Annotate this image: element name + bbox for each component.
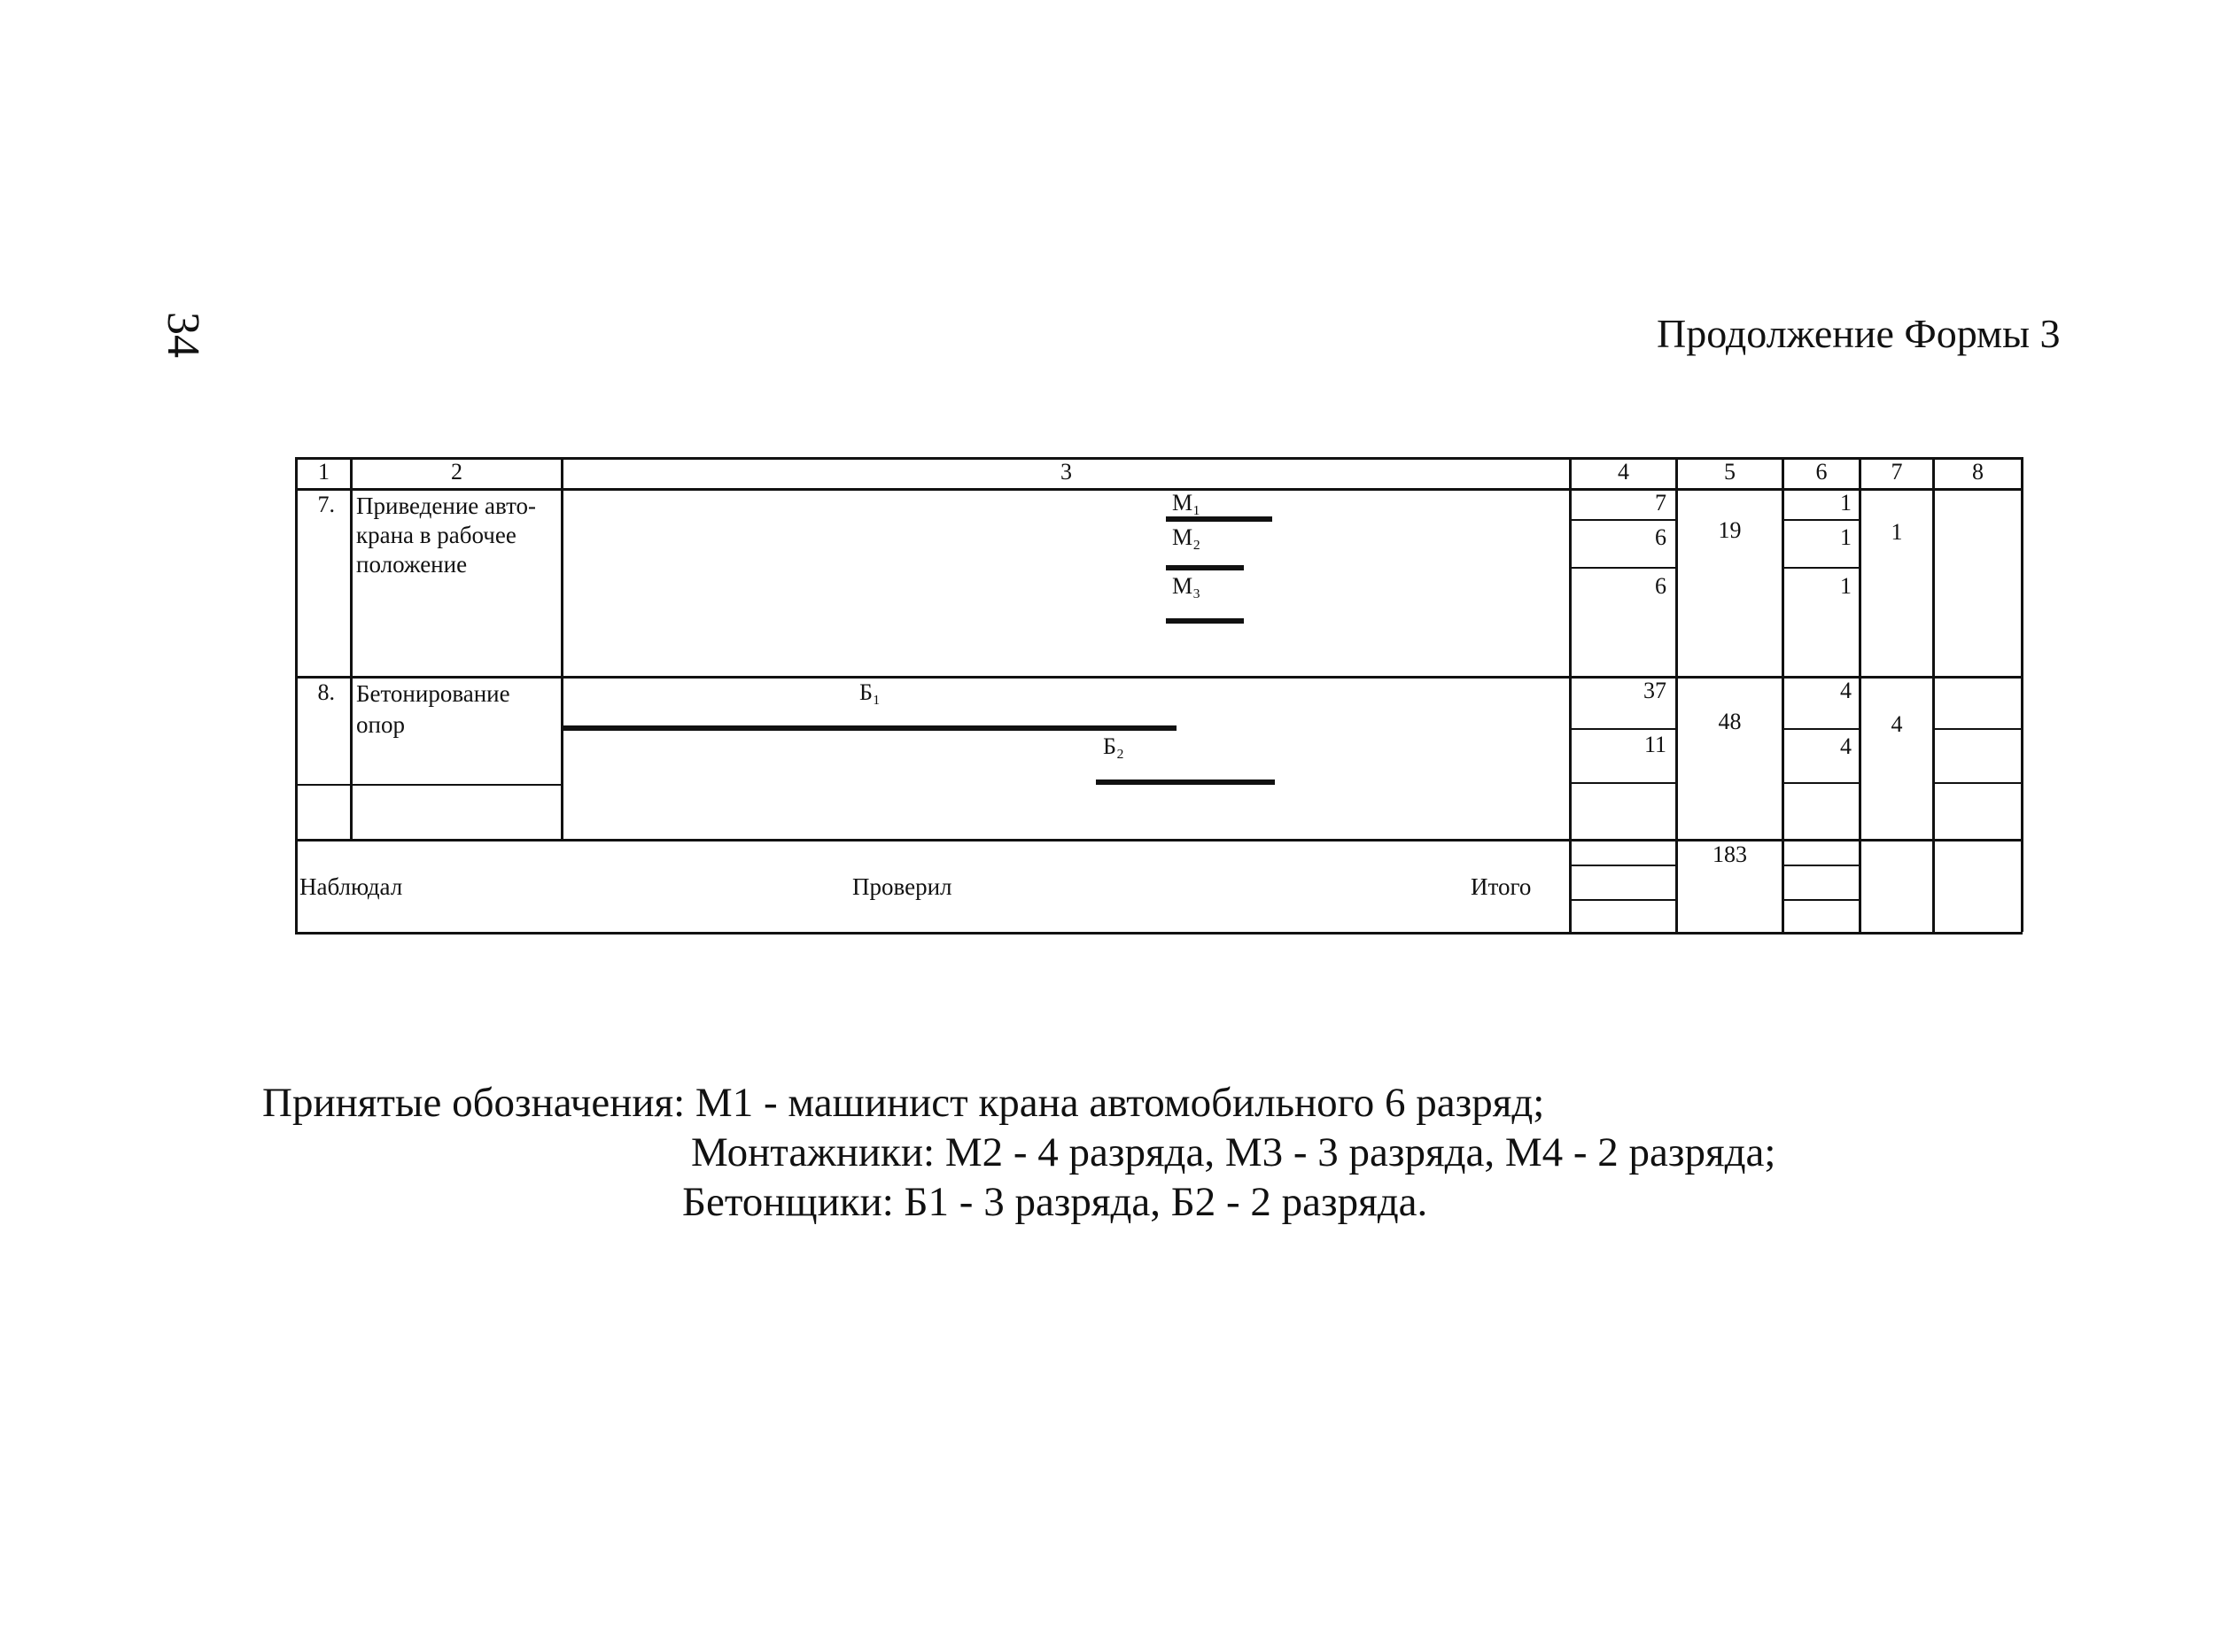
row-number: 8. bbox=[317, 679, 335, 705]
schedule-bar bbox=[1166, 565, 1244, 570]
operation-line: положение bbox=[356, 551, 468, 578]
schedule-bar bbox=[1096, 779, 1275, 785]
worker-label: M₁ bbox=[1172, 490, 1201, 516]
table-bottom-border bbox=[295, 932, 2023, 935]
header-bottom-border bbox=[295, 488, 2023, 491]
col6-subline bbox=[1782, 782, 1859, 784]
page-number: 34 bbox=[158, 312, 208, 358]
observed-label: Наблюдал bbox=[299, 873, 403, 900]
col8-subline bbox=[1932, 782, 2023, 784]
col4-subline bbox=[1569, 865, 1675, 866]
col6-subline bbox=[1782, 899, 1859, 901]
row-7-bottom-border bbox=[295, 676, 2023, 679]
col6-subline bbox=[1782, 865, 1859, 866]
col6-value: 4 bbox=[1840, 733, 1852, 759]
legend-line-2: Монтажники: M2 - 4 разряда, M3 - 3 разряда, M4 - 2 разряда; bbox=[691, 1129, 1776, 1175]
worker-label: M₃ bbox=[1172, 573, 1201, 599]
legend-line-1: Принятые обозначения: M1 - машинист крана автомобильного 6 разряд; bbox=[262, 1080, 1545, 1126]
header-col-4: 4 bbox=[1618, 459, 1629, 485]
col4-value: 37 bbox=[1643, 678, 1666, 703]
col6-value: 4 bbox=[1840, 678, 1852, 703]
worker-label: Б₁ bbox=[859, 679, 881, 705]
header-col-2: 2 bbox=[451, 459, 462, 485]
operation-line: Бетонирование bbox=[356, 680, 510, 707]
checked-label: Проверил bbox=[852, 873, 952, 900]
operation-line: Приведение авто- bbox=[356, 492, 537, 519]
total-label: Итого bbox=[1471, 873, 1532, 900]
col6-value: 1 bbox=[1840, 524, 1852, 550]
col6-value: 1 bbox=[1840, 490, 1852, 516]
col6-value: 1 bbox=[1840, 573, 1852, 599]
col4-value: 6 bbox=[1655, 573, 1666, 599]
col4-subline bbox=[1569, 519, 1675, 521]
col4-subline bbox=[1569, 899, 1675, 901]
header-col-3: 3 bbox=[1060, 459, 1072, 485]
col4-subline bbox=[1569, 782, 1675, 784]
col-border-2-3 bbox=[561, 457, 563, 839]
col5-value: 48 bbox=[1718, 709, 1742, 734]
worker-label: M₂ bbox=[1172, 524, 1201, 550]
operation-line: крана в рабочее bbox=[356, 522, 516, 548]
operation-line: опор bbox=[356, 711, 405, 738]
header-col-5: 5 bbox=[1724, 459, 1736, 485]
header-col-6: 6 bbox=[1815, 459, 1828, 485]
col4-value: 7 bbox=[1655, 490, 1666, 516]
header-col-1: 1 bbox=[318, 459, 330, 485]
legend-line-3: Бетонщики: Б1 - 3 разряда, Б2 - 2 разряда. bbox=[682, 1179, 1428, 1225]
schedule-bar bbox=[1166, 618, 1244, 624]
col6-subline bbox=[1782, 728, 1859, 730]
col6-subline bbox=[1782, 519, 1859, 521]
col4-value: 11 bbox=[1643, 732, 1666, 757]
col-border-right bbox=[2021, 457, 2023, 932]
continuation-title: Продолжение Формы 3 bbox=[1657, 311, 2061, 356]
col-border-7-8 bbox=[1932, 457, 1935, 932]
col7-value: 4 bbox=[1891, 711, 1903, 737]
col7-value: 1 bbox=[1891, 519, 1903, 545]
col6-subline bbox=[1782, 567, 1859, 569]
col4-subline bbox=[1569, 567, 1675, 569]
schedule-bar bbox=[563, 725, 1177, 731]
col-border-1-2 bbox=[350, 457, 353, 839]
worker-label: Б₂ bbox=[1103, 733, 1124, 759]
row-number: 7. bbox=[317, 492, 335, 517]
col4-subline bbox=[1569, 728, 1675, 730]
header-col-7: 7 bbox=[1891, 459, 1903, 485]
col8-subline bbox=[1932, 728, 2023, 730]
col5-value: 19 bbox=[1718, 517, 1742, 543]
total-value: 183 bbox=[1713, 842, 1747, 867]
schedule-bar bbox=[1166, 516, 1272, 522]
col4-value: 6 bbox=[1655, 524, 1666, 550]
header-col-8: 8 bbox=[1972, 459, 1984, 485]
empty-row-line bbox=[295, 784, 561, 786]
